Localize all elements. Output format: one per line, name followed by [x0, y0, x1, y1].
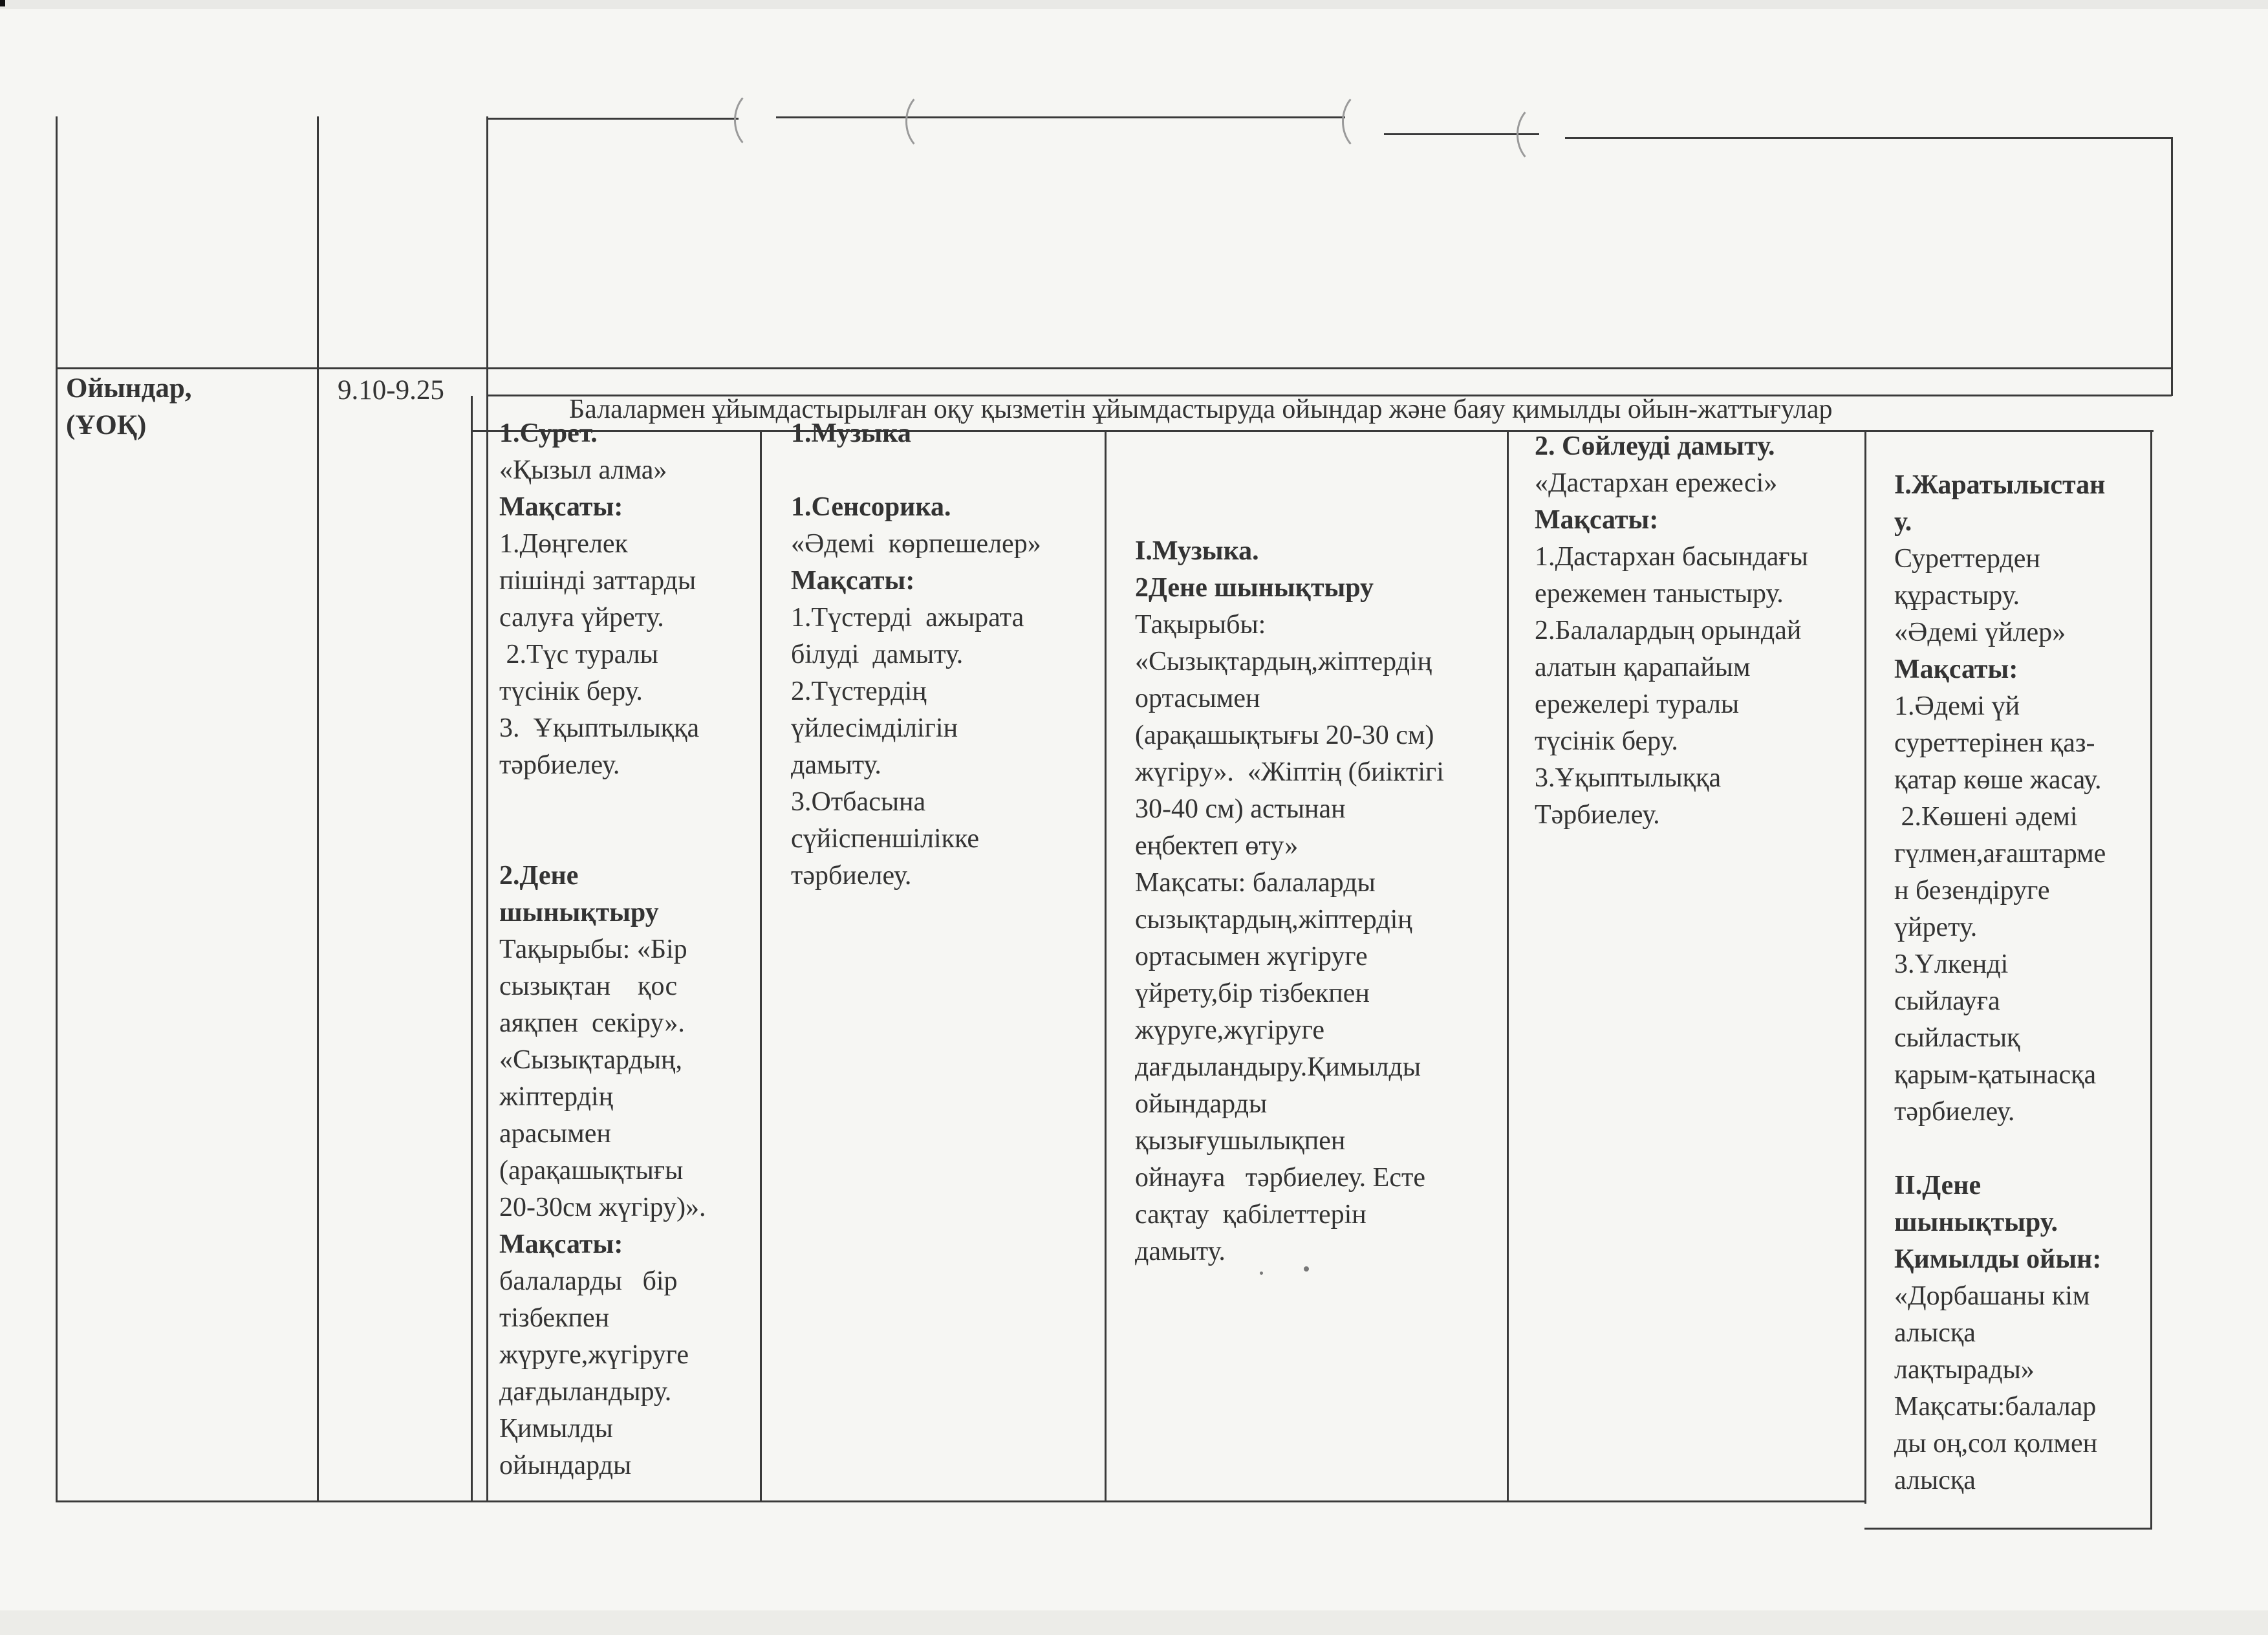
cell-line: алатын қарапайым [1535, 653, 1751, 682]
cell-line: «Әдемі көрпешелер» [791, 529, 1041, 559]
cell-line: шынықтыру [499, 898, 659, 927]
column-3-content [1135, 533, 1444, 1270]
cell-line: 2.Балалардың орындай [1535, 616, 1802, 645]
row-label [66, 370, 192, 444]
cell-line: 3.Отбасына [791, 787, 926, 817]
cell-line: дағдыландыру.Қимылды [1135, 1052, 1421, 1082]
binder-hole-mark [905, 91, 955, 153]
cell-line: 3. Ұқыптылыққа [499, 713, 700, 743]
cell-line: ойындарды [499, 1451, 632, 1480]
cell-line: тізбекпен [499, 1303, 610, 1333]
cell-line: Тақырыбы: [1135, 610, 1266, 640]
cell-line: тәрбиелеу. [1894, 1097, 2015, 1127]
cell-line: «Сызықтардың,жіптердің [1135, 647, 1432, 677]
cell-line [791, 452, 1041, 489]
cell-line: жіптердің [499, 1082, 614, 1112]
cell-line: 1.Сенсорика. [791, 492, 951, 522]
cell-line: Мақсаты: [1894, 655, 2018, 684]
cell-line: I.Музыка. [1135, 536, 1259, 566]
cell-line: шынықтыру. [1894, 1207, 2058, 1237]
cell-line: 20-30см жүгіру)». [499, 1193, 706, 1222]
cell-line: үйлесімділігін [791, 713, 958, 743]
cell-line: аяқпен секіру». [499, 1008, 685, 1038]
cell-line: ойындарды [1135, 1089, 1268, 1119]
cell-line: (арақашықтығы 20-30 см) [1135, 720, 1434, 750]
cell-line: у. [1894, 507, 1912, 537]
cell-line: сақтау қабілеттерін [1135, 1200, 1366, 1229]
cell-line: балаларды бір [499, 1266, 678, 1296]
cell-line: Мақсаты: балаларды [1135, 868, 1376, 898]
cell-line [1894, 1131, 2106, 1167]
row-label-line: Ойындар, [66, 373, 192, 404]
time-slot: 9.10-9.25 [338, 375, 444, 406]
cell-line: «Әдемі үйлер» [1894, 618, 2066, 647]
binder-hole-mark [734, 89, 783, 151]
cell-line: 2. Сөйлеуді дамыту. [1535, 431, 1775, 461]
cell-line: суреттерінен қаз- [1894, 728, 2095, 758]
cell-line: Тәрбиелеу. [1535, 800, 1660, 830]
cell-line: Мақсаты:балалар [1894, 1392, 2097, 1422]
cell-line: Тақырыбы: «Бір [499, 935, 687, 964]
cell-line: 1.Әдемі үй [1894, 691, 2020, 721]
cell-line: сызықтардың,жіптердің [1135, 905, 1412, 935]
cell-line: 2Дене шынықтыру [1135, 573, 1374, 603]
cell-line: 2.Дене [499, 861, 579, 891]
cell-line: Суреттерден [1894, 544, 2040, 574]
cell-line: сүйіспеншілікке [791, 824, 980, 854]
cell-line: Мақсаты: [499, 492, 623, 522]
column-4-content [1535, 428, 1808, 834]
binder-hole-mark [1517, 103, 1566, 166]
cell-line: 3.Ұқыптылыққа [1535, 763, 1722, 793]
cell-line: Қимылды ойын: [1894, 1244, 2102, 1274]
cell-line: «Қызыл алма» [499, 455, 667, 485]
row-label-line: (ҰОҚ) [66, 410, 147, 440]
binder-hole-mark [1342, 91, 1391, 153]
cell-line: Қимылды [499, 1414, 613, 1444]
cell-line: қарым-қатынасқа [1894, 1060, 2097, 1090]
cell-line: гүлмен,ағаштарме [1894, 839, 2106, 869]
cell-line: дағдыландыру. [499, 1377, 672, 1407]
cell-line: (арақашықтығы [499, 1156, 684, 1186]
cell-line: құрастыру. [1894, 581, 2020, 611]
cell-line: түсінік беру. [499, 677, 643, 706]
cell-line: 2.Түс туралы [499, 640, 658, 669]
cell-line: II.Дене [1894, 1171, 1982, 1200]
cell-line: жүруге,жүгіруге [499, 1340, 689, 1370]
cell-line: жүруге,жүгіруге [1135, 1015, 1324, 1045]
cell-line: «Дорбашаны кім [1894, 1281, 2090, 1311]
cell-line: сыйлауға [1894, 986, 2000, 1016]
cell-line: 1.Сурет. [499, 418, 598, 448]
cell-line: тәрбиелеу. [499, 750, 620, 780]
scan-speck [1304, 1266, 1309, 1272]
scan-edge [0, 0, 2268, 9]
cell-line: тәрбиелеу. [791, 861, 912, 891]
cell-line: қызығушылықпен [1135, 1126, 1346, 1156]
cell-line: 1.Дастархан басындағы [1535, 542, 1808, 572]
cell-line: арасымен [499, 1119, 611, 1149]
cell-line: 1.Дөңгелек [499, 529, 628, 559]
cell-line: дамыту. [1135, 1237, 1226, 1266]
column-5-content [1894, 467, 2106, 1499]
cell-line [499, 821, 706, 858]
cell-line: үйрету. [1894, 913, 1978, 942]
cell-line: еңбектеп өту» [1135, 831, 1299, 861]
cell-line: I.Жаратылыстан [1894, 470, 2106, 500]
cell-line: Мақсаты: [499, 1229, 623, 1259]
cell-line: 1.Түстерді ажырата [791, 603, 1024, 633]
cell-line: дамыту. [791, 750, 881, 780]
cell-line: Мақсаты: [1535, 505, 1659, 535]
column-1-content [499, 415, 706, 1484]
activity-header: Балалармен ұйымдастырылған оқу қызметін ұйымдастыруда ойындар және баяу қимылды ойын-жаттығулар [569, 395, 1833, 424]
scan-edge [0, 1610, 2268, 1635]
scan-corner-mark [0, 0, 5, 6]
cell-line: қатар көше жасау. [1894, 765, 2102, 795]
cell-line: ережемен таныстыру. [1535, 579, 1784, 609]
column-2-content [791, 415, 1041, 894]
cell-line: түсінік беру. [1535, 726, 1678, 756]
cell-line [499, 784, 706, 821]
cell-line: салуға үйрету. [499, 603, 664, 633]
cell-line: «Сызықтардың, [499, 1045, 682, 1075]
cell-line: Мақсаты: [791, 566, 915, 596]
cell-line: ды оң,сол қолмен [1894, 1429, 2098, 1458]
cell-line: ортасымен жүгіруге [1135, 942, 1368, 971]
cell-line: пішінді заттарды [499, 566, 697, 596]
cell-line: сызықтан қос [499, 971, 678, 1001]
cell-line: үйрету,бір тізбекпен [1135, 979, 1370, 1008]
cell-line: ережелері туралы [1535, 689, 1740, 719]
cell-line: 2.Көшені әдемі [1894, 802, 2078, 832]
cell-line: ойнауға тәрбиелеу. Есте [1135, 1163, 1425, 1193]
cell-line: алысқа [1894, 1466, 1976, 1495]
cell-line: 2.Түстердің [791, 677, 927, 706]
cell-line: білуді дамыту. [791, 640, 964, 669]
cell-line: сыйластық [1894, 1023, 2020, 1053]
cell-line: 30-40 см) астынан [1135, 794, 1346, 824]
cell-line: 3.Үлкенді [1894, 949, 2009, 979]
cell-line: «Дастархан ережесі» [1535, 468, 1778, 498]
scan-speck [1260, 1272, 1263, 1275]
cell-line: алысқа [1894, 1318, 1976, 1348]
cell-line: жүгіру». «Жіптің (биіктігі [1135, 757, 1444, 787]
cell-line: 1.Музыка [791, 418, 911, 448]
cell-line: н безендіруге [1894, 876, 2050, 905]
cell-line: лақтырады» [1894, 1355, 2035, 1385]
cell-line: ортасымен [1135, 684, 1260, 713]
